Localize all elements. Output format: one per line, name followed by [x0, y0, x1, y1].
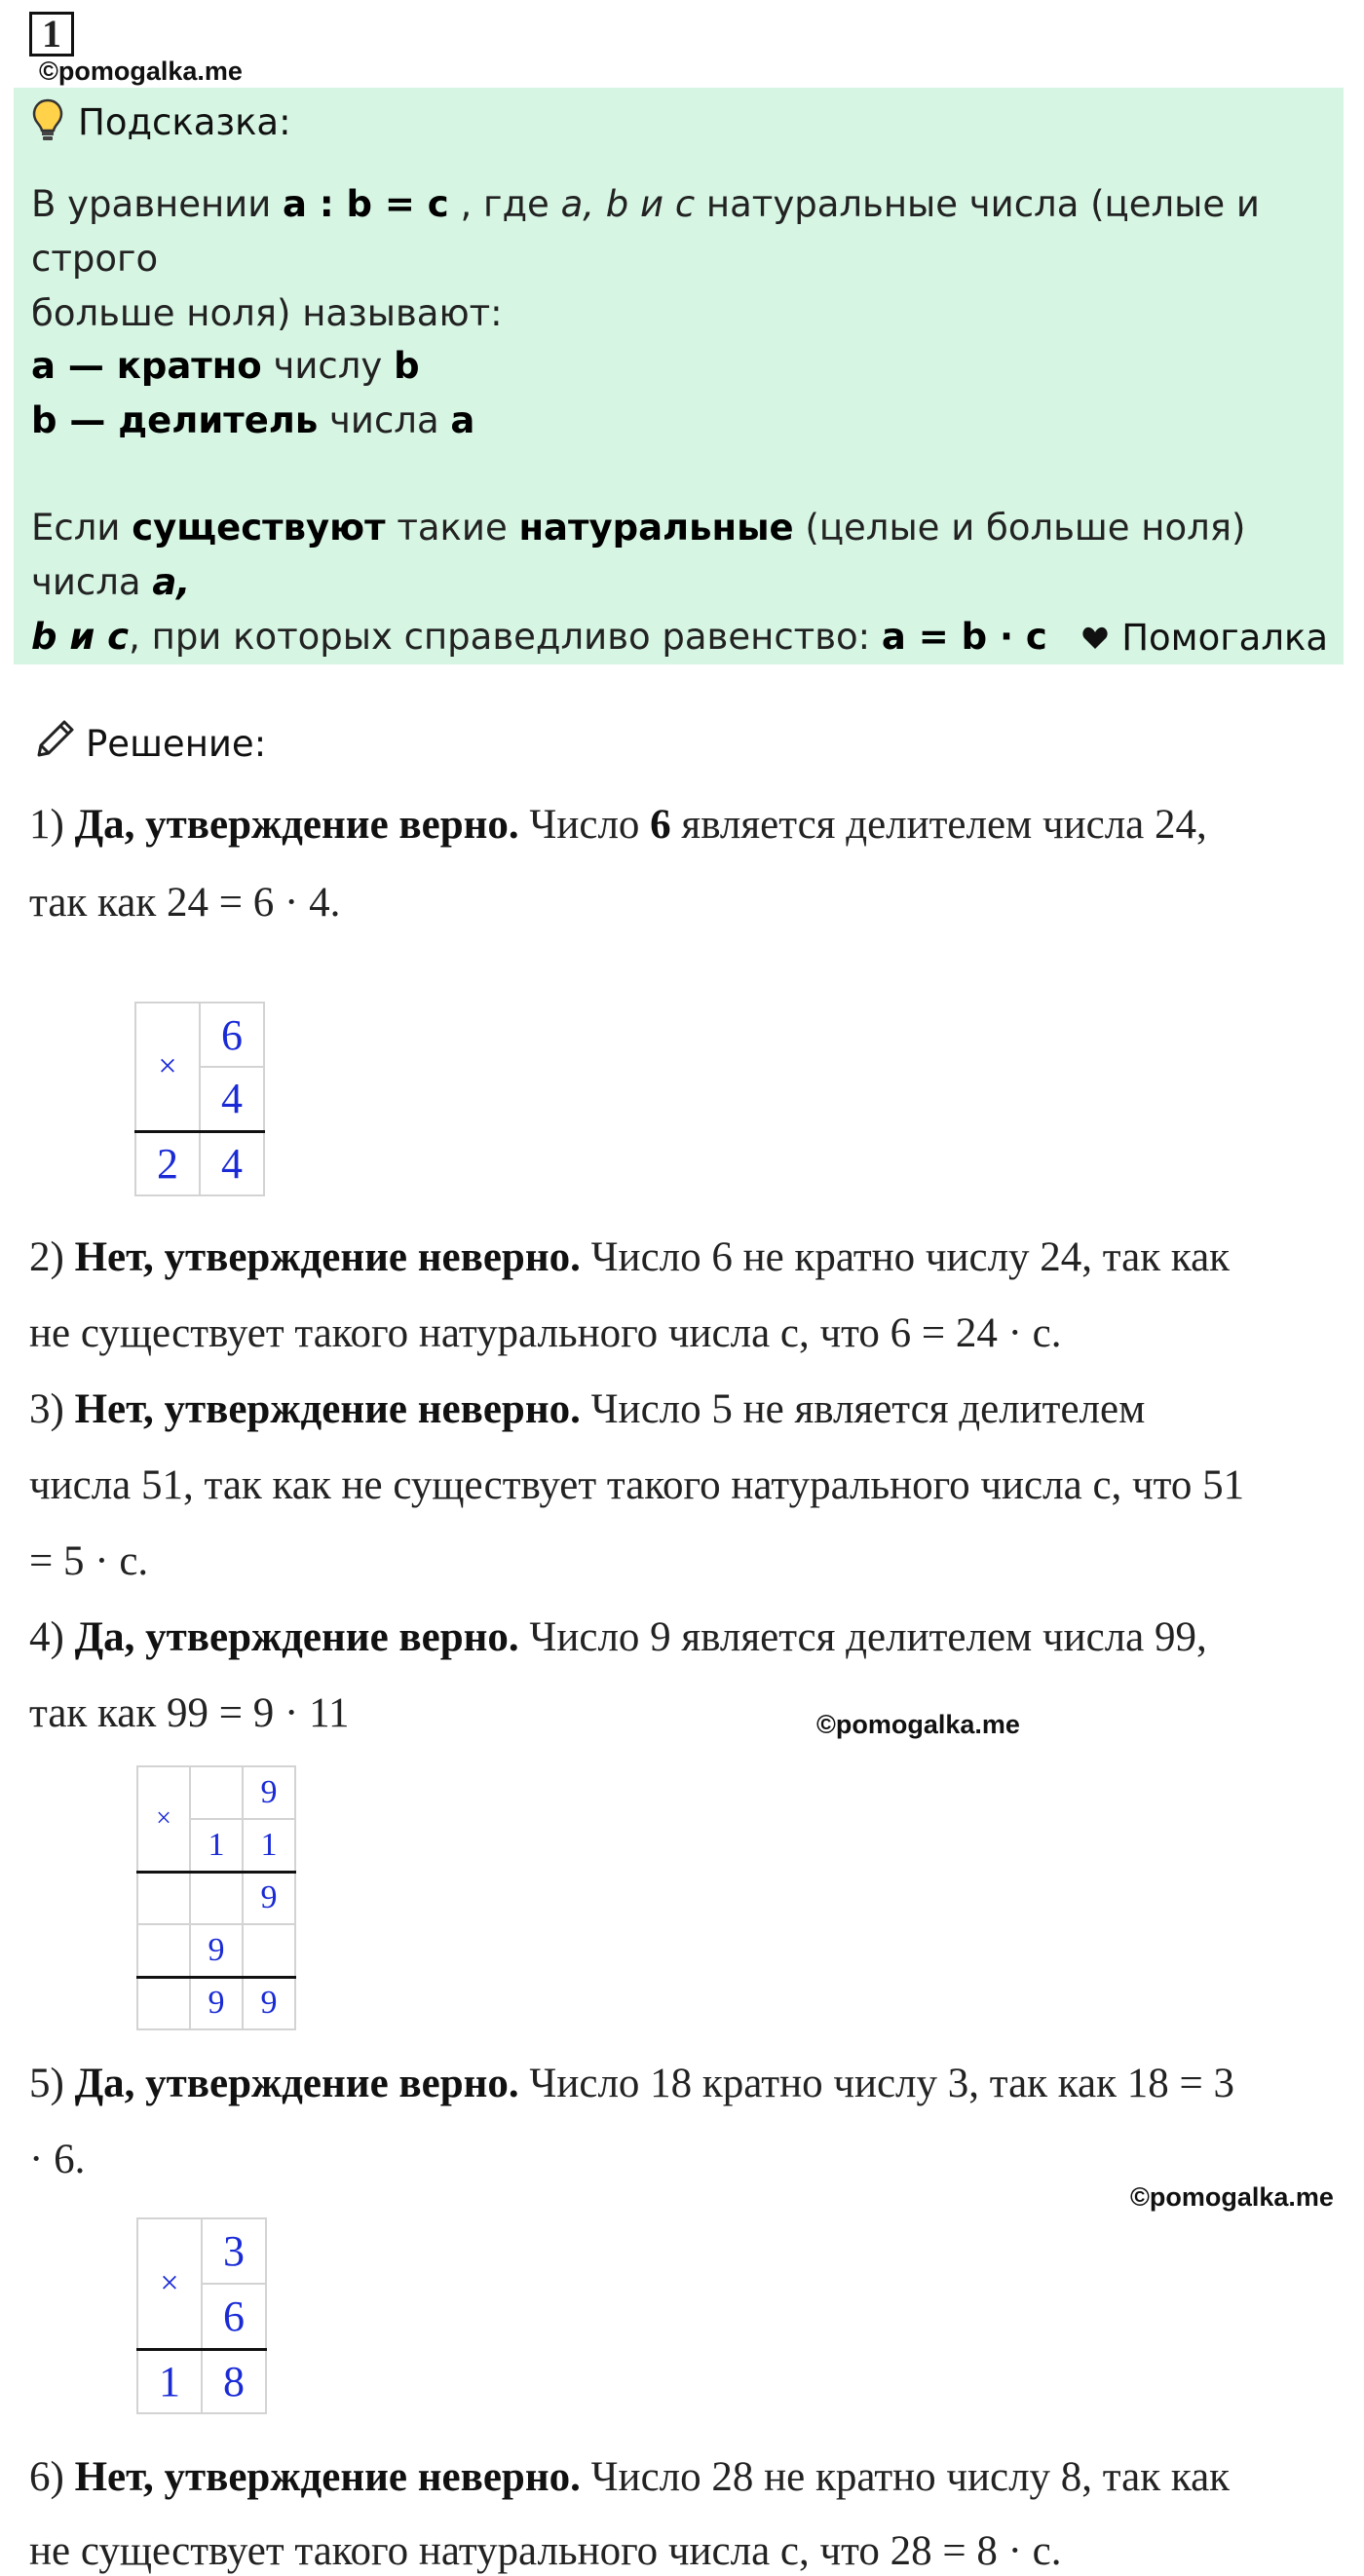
calc-cell: 2 [135, 1131, 200, 1195]
signature-text: Помогалка [1121, 617, 1328, 659]
solution-3-line-2: числа 51, так как не существует такого натурального числа с, что 51 [29, 1462, 1245, 1508]
hint-title: Подсказка: [78, 100, 291, 143]
pencil-icon [31, 716, 78, 772]
calc-cell: 9 [243, 1872, 295, 1924]
solution-6-line-2: не существует такого натурального числа с, что 28 = 8 · с. [29, 2528, 1062, 2574]
hint-paragraph-1: В уравнении a : b = c , где a, b и c натуральные числа (целые и строго больше ноля) называют: [31, 183, 1260, 334]
hint-signature [1082, 617, 1328, 659]
calc-cell: 8 [202, 2349, 266, 2413]
calc-cell: 3 [202, 2218, 266, 2284]
solution-6-line-1: 6) Нет, утверждение неверно. Число 28 не кратно числу 8, так как [29, 2454, 1231, 2500]
hint-paragraph-3: b — делитель числа a [31, 399, 475, 441]
multiply-sign: × [137, 1766, 190, 1872]
solution-header [31, 716, 266, 772]
watermark: ©pomogalka.me [1130, 2182, 1334, 2212]
hint-paragraph-4: Если существуют такие натуральные (целые и больше ноля) числа a, b и c, при которых справедливо равенство: a = b · c [31, 507, 1246, 658]
solution-title: Решение: [86, 723, 267, 765]
multiply-sign: × [135, 1003, 200, 1131]
solution-5-line-2: · 6. [29, 2137, 86, 2182]
calc-cell: 9 [190, 1924, 243, 1977]
heart-icon [1082, 617, 1108, 659]
calc-cell: 4 [200, 1131, 264, 1195]
calc-table-3 [136, 2217, 267, 2414]
calc-cell: 9 [243, 1977, 295, 2029]
calc-cell: 4 [200, 1067, 264, 1131]
solution-2-line-1: 2) Нет, утверждение неверно. Число 6 не кратно числу 24, так как [29, 1234, 1231, 1280]
calc-table-1 [134, 1002, 265, 1196]
calc-table-2 [136, 1765, 296, 2030]
calc-cell: 6 [200, 1003, 264, 1067]
lightbulb-icon [31, 97, 64, 146]
solution-4-line-2: так как 99 = 9 · 11 [29, 1690, 350, 1736]
calc-cell: 1 [190, 1819, 243, 1872]
calc-cell: 9 [243, 1766, 295, 1819]
hint-header [31, 97, 291, 146]
hint-paragraph-2: a — кратно числу b [31, 345, 420, 387]
solution-3-line-1: 3) Нет, утверждение неверно. Число 5 не является делителем [29, 1386, 1146, 1432]
watermark: ©pomogalka.me [39, 57, 243, 86]
calc-cell: 6 [202, 2284, 266, 2349]
hint-box [14, 88, 1344, 664]
calc-cell: 9 [190, 1977, 243, 2029]
calc-cell: 1 [137, 2349, 202, 2413]
solution-4-line-1: 4) Да, утверждение верно. Число 9 является делителем числа 99, [29, 1614, 1207, 1660]
task-number: 1 [29, 12, 74, 57]
solution-1-line-1: 1) Да, утверждение верно. Число 6 является делителем числа 24, [29, 802, 1207, 848]
solution-5-line-1: 5) Да, утверждение верно. Число 18 кратно числу 3, так как 18 = 3 [29, 2061, 1235, 2106]
calc-cell: 1 [243, 1819, 295, 1872]
multiply-sign: × [137, 2218, 202, 2349]
solution-2-line-2: не существует такого натурального числа с, что 6 = 24 · с. [29, 1310, 1062, 1356]
watermark: ©pomogalka.me [816, 1710, 1020, 1739]
solution-1-line-2: так как 24 = 6 · 4. [29, 880, 341, 926]
solution-3-line-3: = 5 · с. [29, 1538, 149, 1584]
